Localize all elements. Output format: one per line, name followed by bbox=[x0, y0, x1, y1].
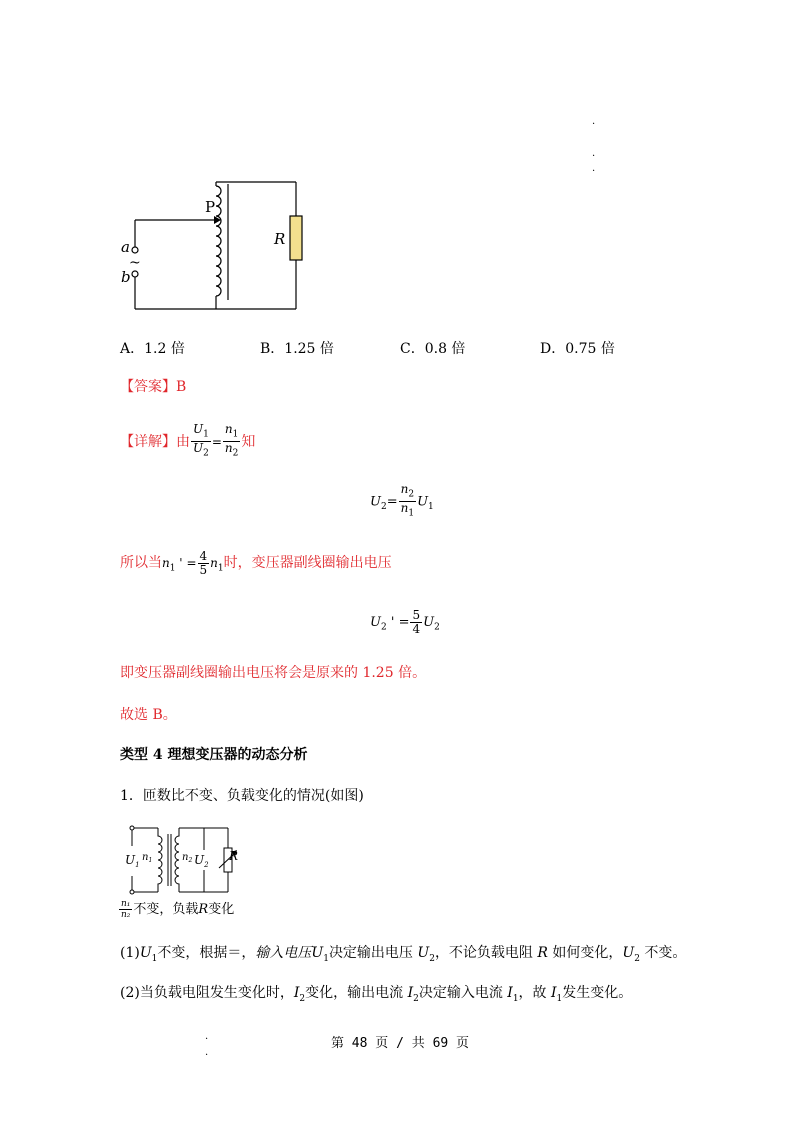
svg-text:U2: $U_2$ bbox=[194, 853, 209, 869]
figure2-caption: $\frac{\text{n₁}}{\text{n₂}}$ 不变，负载R变化 bbox=[121, 899, 235, 920]
equation-u2: $U_2=$ $\frac{n_2}{n_1}$ $U_1$ bbox=[370, 482, 434, 519]
load-change-figure bbox=[118, 822, 248, 900]
paragraph-1: $(1)U_1$不变，根据＝，输入电压$U_1$决定输出电压 $U_2$，不论负载电阻 R 如何变化，$U_2$ 不变。 bbox=[120, 945, 687, 964]
page-mark: . bbox=[205, 1031, 209, 1042]
choice-d: D．0.75 倍 bbox=[540, 341, 615, 357]
equation-u2-prime: $U_2$ ' = $\frac{5}{4}$ $U_2$ bbox=[370, 608, 440, 636]
label-tilde: ~ bbox=[129, 255, 141, 271]
item-1: 1．匝数比不变、负载变化的情况(如图) bbox=[120, 788, 364, 804]
answer-value: B bbox=[176, 379, 187, 395]
label-r: R bbox=[274, 230, 286, 248]
label-p: P bbox=[205, 198, 216, 216]
choice-a: A．1.2 倍 bbox=[120, 341, 185, 357]
page-mark: . bbox=[592, 163, 596, 174]
page-mark: . bbox=[205, 1047, 209, 1058]
page-mark: . bbox=[592, 148, 596, 159]
answer-tag: 【答案】 bbox=[120, 379, 176, 395]
svg-text:U1: $U_1$ bbox=[125, 853, 140, 869]
page-footer: 第 48 页 / 共 69 页 bbox=[330, 1036, 470, 1051]
detail-line: 【详解】由 $\frac{U_1}{U_2}$ = $\frac{n_1}{n_2}$ 知 bbox=[120, 422, 256, 459]
section-heading: 类型 4 理想变压器的动态分析 bbox=[120, 747, 308, 763]
svg-text:n1: $n_1$ bbox=[142, 852, 153, 864]
svg-text:n2: $n_2$ bbox=[182, 852, 193, 864]
label-b: b bbox=[121, 268, 131, 286]
paragraph-2: (2)当负载电阻发生变化时，$I_2$变化，输出电流 $I_2$决定输入电流 $I_1$，故 $I_1$发生变化。 bbox=[120, 985, 633, 1004]
page-mark: . bbox=[592, 116, 596, 127]
so-line: 所以当$n_1$ ' = $\frac{4}{5}$ $n_1$时，变压器副线圈输出电压 bbox=[120, 548, 392, 577]
transformer-circuit-figure bbox=[110, 170, 310, 320]
conclusion-line: 即变压器副线圈输出电压将会是原来的 1.25 倍。 bbox=[120, 665, 427, 681]
choice-b: B．1.25 倍 bbox=[260, 341, 334, 357]
choice-c: C．0.8 倍 bbox=[400, 341, 466, 357]
choose-line: 故选 B。 bbox=[120, 707, 177, 723]
answer-line bbox=[120, 377, 186, 397]
svg-text:R: R bbox=[229, 849, 239, 863]
label-a: a bbox=[121, 238, 130, 256]
